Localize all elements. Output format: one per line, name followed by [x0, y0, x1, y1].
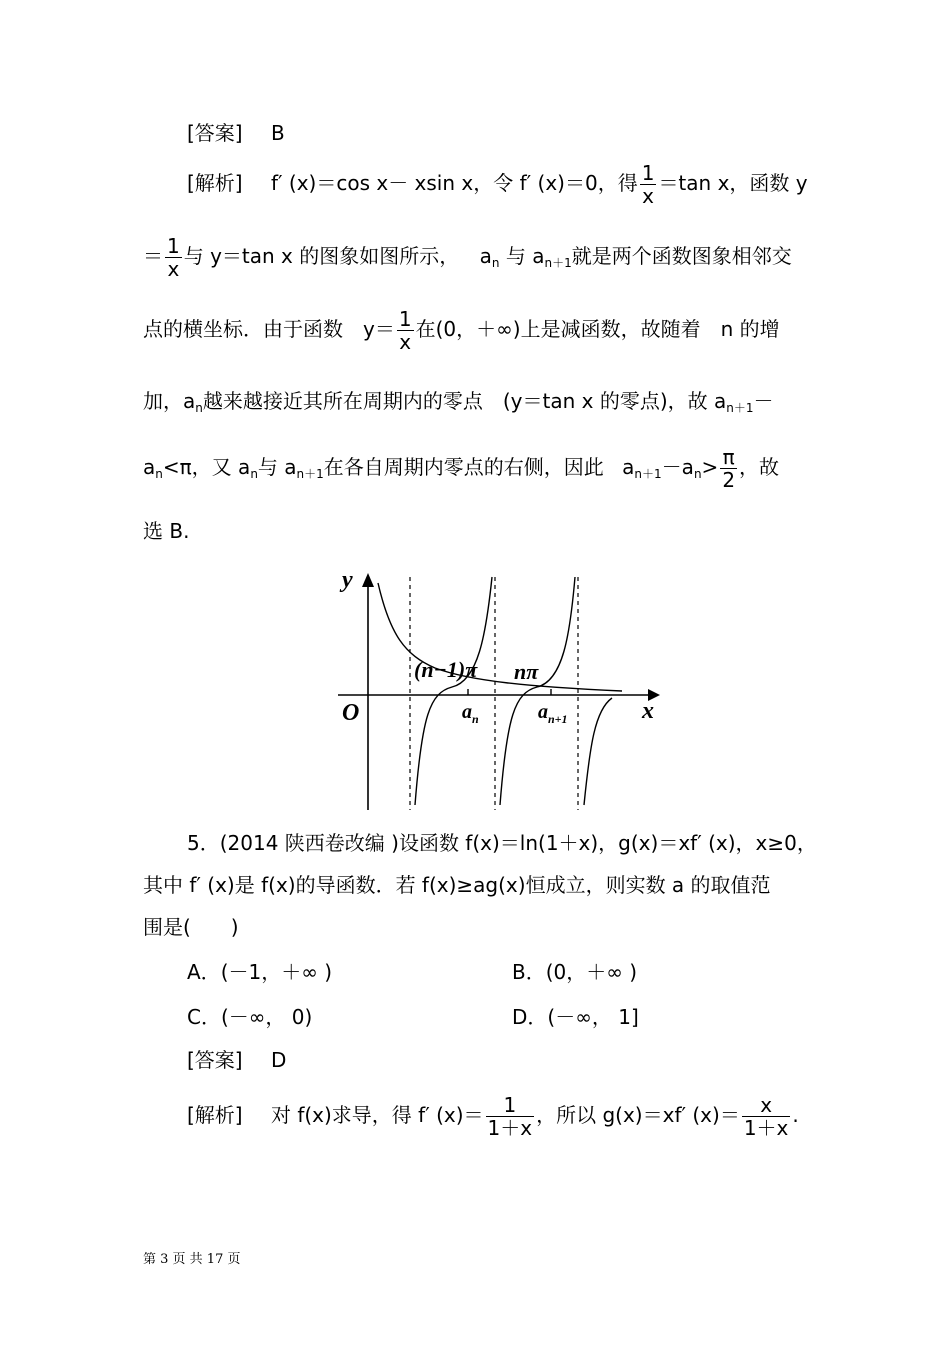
- analysis-text: 加，: [143, 389, 183, 413]
- answer-value: D: [270, 1048, 287, 1072]
- answer-label: [答案]: [187, 1048, 243, 1072]
- math-a-n: $a_n$: [681, 455, 702, 481]
- analysis-text: 越来越接近其所在周期内的零点 (y＝tan x 的零点)，故: [202, 389, 708, 413]
- analysis-text: 与 y＝tan x 的图象如图所示，: [183, 244, 460, 268]
- analysis-line-1: [187, 162, 808, 207]
- tan-curve-branch: [584, 698, 612, 805]
- analysis-text: .: [792, 1103, 799, 1127]
- question-line-2: 其中 f′ (x)是 f(x)的导函数．若 f(x)≥ag(x)恒成立，则实数 a 的取值范: [143, 873, 771, 897]
- label-a-n1: $a_{n+1}$: [538, 701, 568, 726]
- label-n-minus-1-pi: (n−1)π: [414, 657, 478, 682]
- analysis-line-4: [143, 388, 774, 421]
- fraction: $\frac{1}{x}$: [398, 307, 412, 354]
- option-a: A．(－1，＋∞ ): [187, 960, 333, 984]
- analysis-text: 与: [505, 244, 526, 268]
- answer-value: B: [270, 121, 285, 145]
- analysis-line-5: [143, 446, 779, 491]
- y-axis-label: y: [342, 567, 353, 593]
- math-a-n: $a_n$: [238, 455, 258, 481]
- analysis-text: －: [661, 455, 682, 479]
- math-a-n1: $a_{n+1}$: [284, 455, 324, 481]
- answer-line: [187, 1047, 286, 1073]
- page-footer: 第 3 页 共 17 页: [143, 1252, 241, 1267]
- analysis-label: [解析]: [187, 171, 243, 195]
- analysis-text: 在(0，＋∞)上是减函数，故随着 n 的增: [415, 317, 780, 341]
- fraction: $\frac{\pi}{2}$: [722, 445, 736, 492]
- fraction: $\frac{1}{x}$: [641, 161, 655, 208]
- answer-line: [187, 120, 285, 146]
- analysis-line-6: 选 B.: [143, 519, 190, 543]
- function-graph-figure: [330, 565, 670, 815]
- analysis-text: ＝: [143, 244, 163, 268]
- origin-label: O: [342, 700, 360, 726]
- tan-curve-branch: [415, 577, 492, 805]
- fraction: $\frac{1}{1+x}$: [487, 1093, 533, 1140]
- analysis-label: [解析]: [187, 1103, 243, 1127]
- analysis-text: 对 f(x)求导，得 f′ (x)＝: [270, 1103, 484, 1127]
- math-a-n: $a_n$: [143, 455, 163, 481]
- math-a-n1: $a_{n+1}$: [714, 389, 754, 415]
- analysis-text: >: [701, 455, 719, 479]
- math-a-n1: $a_{n+1}$: [532, 244, 572, 270]
- option-d: D．(－∞， 1]: [512, 1005, 639, 1029]
- analysis-text: －: [753, 389, 774, 413]
- y-axis-arrow: [362, 573, 374, 587]
- analysis-text: 点的横坐标．由于函数 y＝: [143, 317, 395, 341]
- analysis-line-2-1: [187, 1094, 799, 1139]
- answer-label: [答案]: [187, 121, 243, 145]
- fraction: $\frac{1}{x}$: [167, 234, 180, 281]
- math-a-n1: $a_{n+1}$: [622, 455, 662, 481]
- label-a-n: $a_n$: [462, 701, 479, 726]
- math-a-n: $a_n$: [183, 389, 203, 415]
- fraction: $\frac{x}{1+x}$: [743, 1093, 789, 1140]
- question-line-3: 围是( ): [143, 915, 239, 939]
- x-axis-label: x: [642, 698, 654, 724]
- analysis-text: f′ (x)＝cos x－ xsin x，令 f′ (x)＝0，得: [270, 171, 638, 195]
- label-n-pi: nπ: [514, 659, 539, 684]
- analysis-text: ，故: [739, 455, 780, 479]
- analysis-text: 与: [257, 455, 278, 479]
- analysis-text: 在各自周期内零点的右侧，因此: [323, 455, 604, 479]
- question-line-1: 5．(2014 陕西卷改编 )设函数 f(x)＝ln(1＋x)，g(x)＝xf′ (x)，x≥0，: [187, 831, 817, 855]
- option-b: B．(0，＋∞ ): [512, 960, 638, 984]
- math-a-n: $a_n$: [479, 244, 500, 270]
- analysis-text: ，所以 g(x)＝xf′ (x)＝: [536, 1103, 740, 1127]
- analysis-line-2: [143, 235, 792, 280]
- analysis-text: <π，又: [162, 455, 232, 479]
- analysis-text: ＝tan x，函数 y: [658, 171, 808, 195]
- tan-curve-branch: [500, 577, 575, 805]
- option-c: C．(－∞， 0): [187, 1005, 313, 1029]
- analysis-text: 就是两个函数图象相邻交: [571, 244, 792, 268]
- analysis-line-3: [143, 308, 780, 353]
